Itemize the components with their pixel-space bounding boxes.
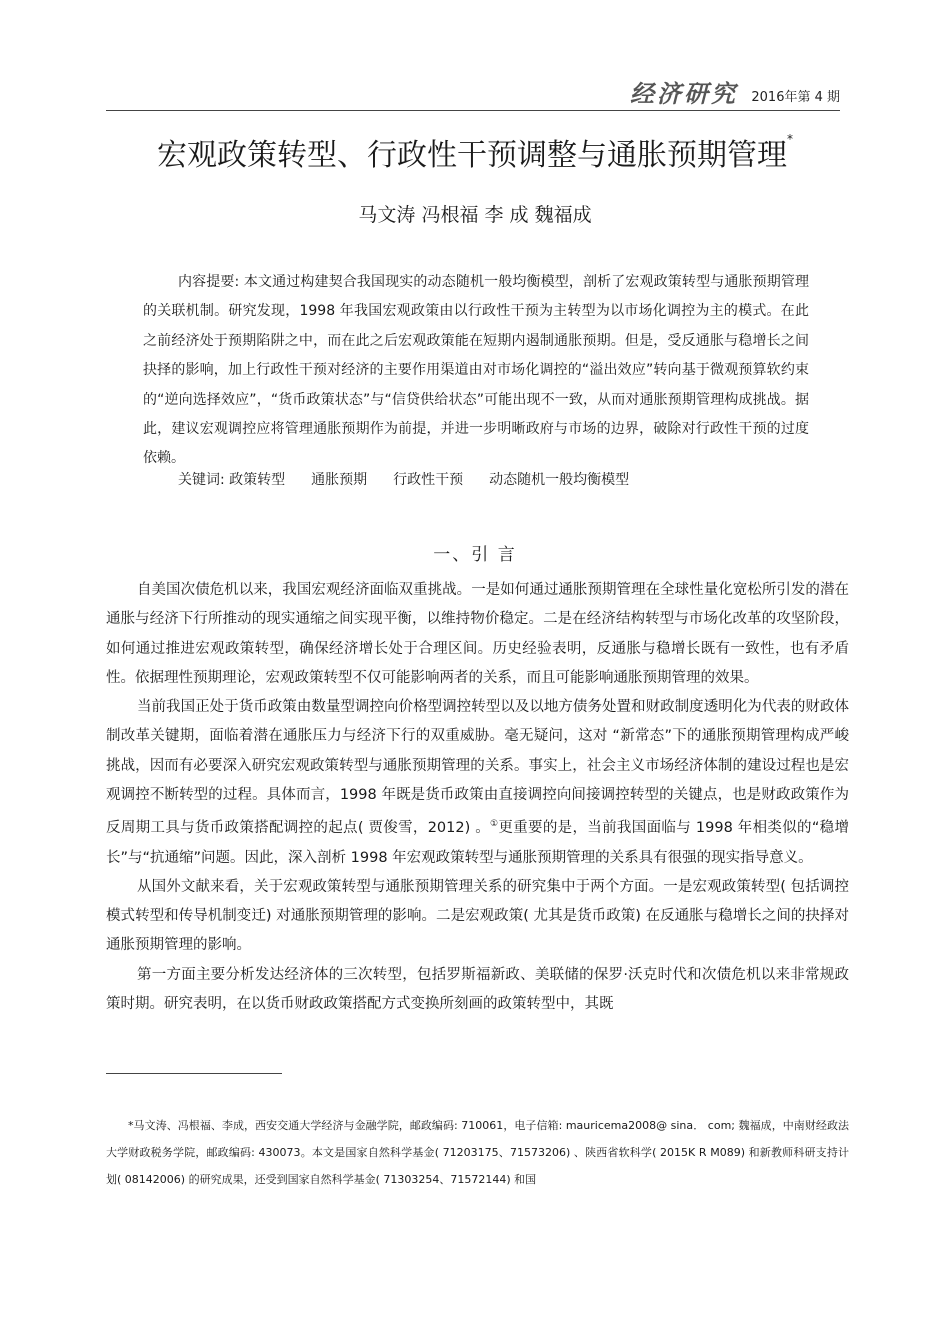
issue-number: 2016年第 4 期 [751,90,840,105]
keywords-label: 关键词: [178,472,230,488]
keyword: 通胀预期 [311,472,368,488]
paragraph: 第一方面主要分析发达经济体的三次转型，包括罗斯福新政、美联储的保罗·沃克时代和次债危机以来非常规政策时期。研究表明，在以货币财政政策搭配方式变换所刻画的政策转型中，其既 [106,966,849,1012]
journal-logo: 经济研究 [630,79,738,108]
footnote-divider [106,1073,282,1074]
footnote-ref: ① [490,819,499,830]
section-heading: 一、引 言 [433,545,517,565]
keyword: 动态随机一般均衡模型 [489,472,630,488]
article-title [0,130,950,174]
article-title-text: 宏观政策转型、行政性干预调整与通胀预期管理 [157,138,787,173]
title-footnote-mark: * [787,132,793,146]
body-text [106,576,849,1019]
keyword: 行政性干预 [393,472,464,488]
footnote-text: *马文涛、冯根福、李成，西安交通大学经济与金融学院，邮政编码: 710061，电子信箱: mauricema2008@ sina． com; 魏福成，中南财经政法大学财政税务学院，邮政编码: 430073。本文是国家自然科学基金( 71203175、71573206) 、陕西省软科学( 2015K R M089) 和新教师科研支持计划( 08142006) 的研究成果，还受到国家自然科学基金( 71303254、71572144) 和国 [106,1119,849,1186]
paragraph: 自美国次债危机以来，我国宏观经济面临双重挑战。一是如何通过通胀预期管理在全球性量化宽松所引发的潜在通胀与经济下行所推动的现实通缩之间实现平衡，以维持物价稳定。二是在经济结构转型与市场化改革的攻坚阶段，如何通过推进宏观政策转型，确保经济增长处于合理区间。历史经验表明，反通胀与稳增长既有一致性，也有矛盾性。依据理性预期理论，宏观政策转型不仅可能影响两者的关系，而且可能影响通胀预期管理的效果。 [106,582,849,686]
keyword: 政策转型 [229,472,286,488]
paragraph [106,693,849,873]
footnote [106,1112,849,1193]
page-header [106,72,840,111]
paragraph-text: 当前我国正处于货币政策由数量型调控向价格型调控转型以及以地方债务处置和财政制度透明化为代表的财政体制改革关键期，面临着潜在通胀压力与经济下行的双重威胁。毫无疑问，这对 “新常态”下的通胀预期管理构成严峻挑战，因而有必要深入研究宏观政策转型与通胀预期管理的关系。事实上，社会主义市场经济体制的建设过程也是宏观调控不断转型的过程。具体而言，1998 年既是货币政策由直接调控向间接调控转型的关键点，也是财政政策作为反周期工具与货币政策搭配调控的起点( 贾俊雪，2012) 。 [106,699,849,837]
paragraph: 从国外文献来看，关于宏观政策转型与通胀预期管理关系的研究集中于两个方面。一是宏观政策转型( 包括调控模式转型和传导机制变迁) 对通胀预期管理的影响。二是宏观政策( 尤其是货币政策) 在反通胀与稳增长之间的抉择对通胀预期管理的影响。 [106,878,849,954]
keywords [178,469,629,491]
abstract [143,268,809,474]
paragraph-text: 更重要的是，当前我国面临与 1998 年相类似的“稳增长”与“抗通缩”问题。因此，深入剖析 1998 年宏观政策转型与通胀预期管理的关系具有很强的现实指导意义。 [106,820,849,866]
authors: 马文涛 冯根福 李 成 魏福成 [358,204,592,226]
abstract-text: 内容提要: 本文通过构建契合我国现实的动态随机一般均衡模型，剖析了宏观政策转型与通胀预期管理的关联机制。研究发现，1998 年我国宏观政策由以行政性干预为主转型为以市场化调控为主的模式。在此之前经济处于预期陷阱之中，而在此之后宏观政策能在短期内遏制通胀预期。但是，受反通胀与稳增长之间抉择的影响，加上行政性干预对经济的主要作用渠道由对市场化调控的“溢出效应”转向基于微观预算软约束的“逆向选择效应”，“货币政策状态”与“信贷供给状态”可能出现不一致，从而对通胀预期管理构成挑战。据此，建议宏观调控应将管理通胀预期作为前提，并进一步明晰政府与市场的边界，破除对行政性干预的过度依赖。 [143,274,809,467]
